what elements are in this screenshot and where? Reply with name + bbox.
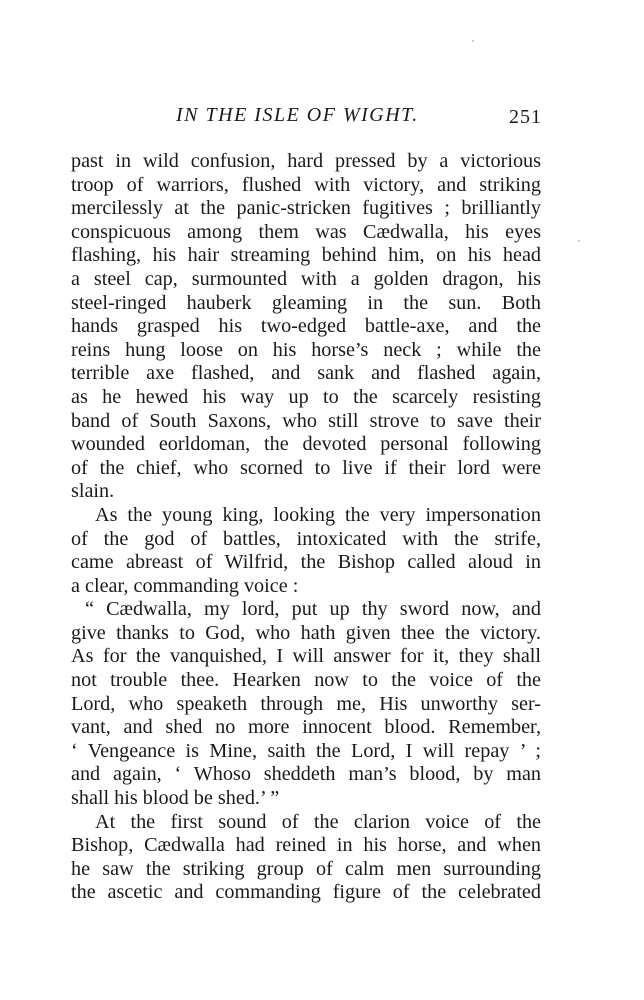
text-line: terrible axe flashed, and sank and flashed again, bbox=[71, 362, 541, 385]
text-line: give thanks to God, who hath given thee the victory. bbox=[71, 621, 541, 644]
text-line: came abreast of Wilfrid, the Bishop called aloud in bbox=[71, 551, 541, 574]
text-line: a clear, commanding voice : bbox=[71, 574, 299, 597]
text-line: reins hung loose on his horse’s neck ; while the bbox=[71, 338, 541, 361]
body-text bbox=[71, 150, 541, 905]
running-head bbox=[70, 104, 542, 132]
text-line: conspicuous among them was Cædwalla, his eyes bbox=[71, 220, 541, 243]
text-line: steel-ringed hauberk gleaming in the sun. Both bbox=[71, 291, 541, 314]
paper-speck bbox=[472, 40, 474, 42]
page-number: 251 bbox=[509, 106, 542, 128]
text-line: the ascetic and commanding figure of the celebrated bbox=[71, 881, 541, 904]
text-line: past in wild confusion, hard pressed by a victorious bbox=[71, 150, 541, 172]
text-line: As for the vanquished, I will answer for it, they shall bbox=[71, 645, 541, 668]
text-line: not trouble thee. Hearken now to the voice of the bbox=[71, 669, 541, 692]
text-line: as he hewed his way up to the scarcely resisting bbox=[71, 385, 541, 408]
text-line: a steel cap, surmounted with a golden dragon, his bbox=[71, 267, 541, 290]
paragraph-start-line: As the young king, looking the very impersonation bbox=[95, 503, 541, 526]
text-line: flashing, his hair streaming behind him, on his head bbox=[71, 244, 541, 267]
paragraph-start-line: At the first sound of the clarion voice of the bbox=[95, 810, 541, 833]
text-line: of the chief, who scorned to live if their lord were bbox=[71, 456, 541, 479]
text-line: ‘ Vengeance is Mine, saith the Lord, I will repay ’ ; bbox=[71, 739, 541, 762]
paper-speck bbox=[578, 240, 580, 242]
text-line: slain. bbox=[71, 480, 115, 503]
text-line: of the god of battles, intoxicated with the strife, bbox=[71, 527, 541, 550]
text-line: band of South Saxons, who still strove to save their bbox=[71, 409, 541, 432]
text-line: wounded eorldoman, the devoted personal following bbox=[71, 433, 541, 456]
text-line: troop of warriors, flushed with victory, and striking bbox=[71, 173, 541, 196]
running-title: IN THE ISLE OF WIGHT. bbox=[176, 104, 419, 126]
text-line: and again, ‘ Whoso sheddeth man’s blood, by man bbox=[71, 763, 541, 786]
text-line: mercilessly at the panic-stricken fugitives ; brilliantly bbox=[71, 197, 541, 220]
text-line: Bishop, Cædwalla had reined in his horse, and when bbox=[71, 834, 541, 857]
text-line: shall his blood be shed.’ ” bbox=[71, 787, 280, 810]
paragraph-start-line: “ Cædwalla, my lord, put up thy sword now, and bbox=[85, 598, 541, 621]
text-line: he saw the striking group of calm men surrounding bbox=[71, 857, 541, 880]
text-line: vant, and shed no more innocent blood. Remember, bbox=[71, 716, 541, 739]
text-line: hands grasped his two-edged battle-axe, and the bbox=[71, 315, 541, 338]
text-line: Lord, who speaketh through me, His unworthy ser- bbox=[71, 692, 541, 715]
